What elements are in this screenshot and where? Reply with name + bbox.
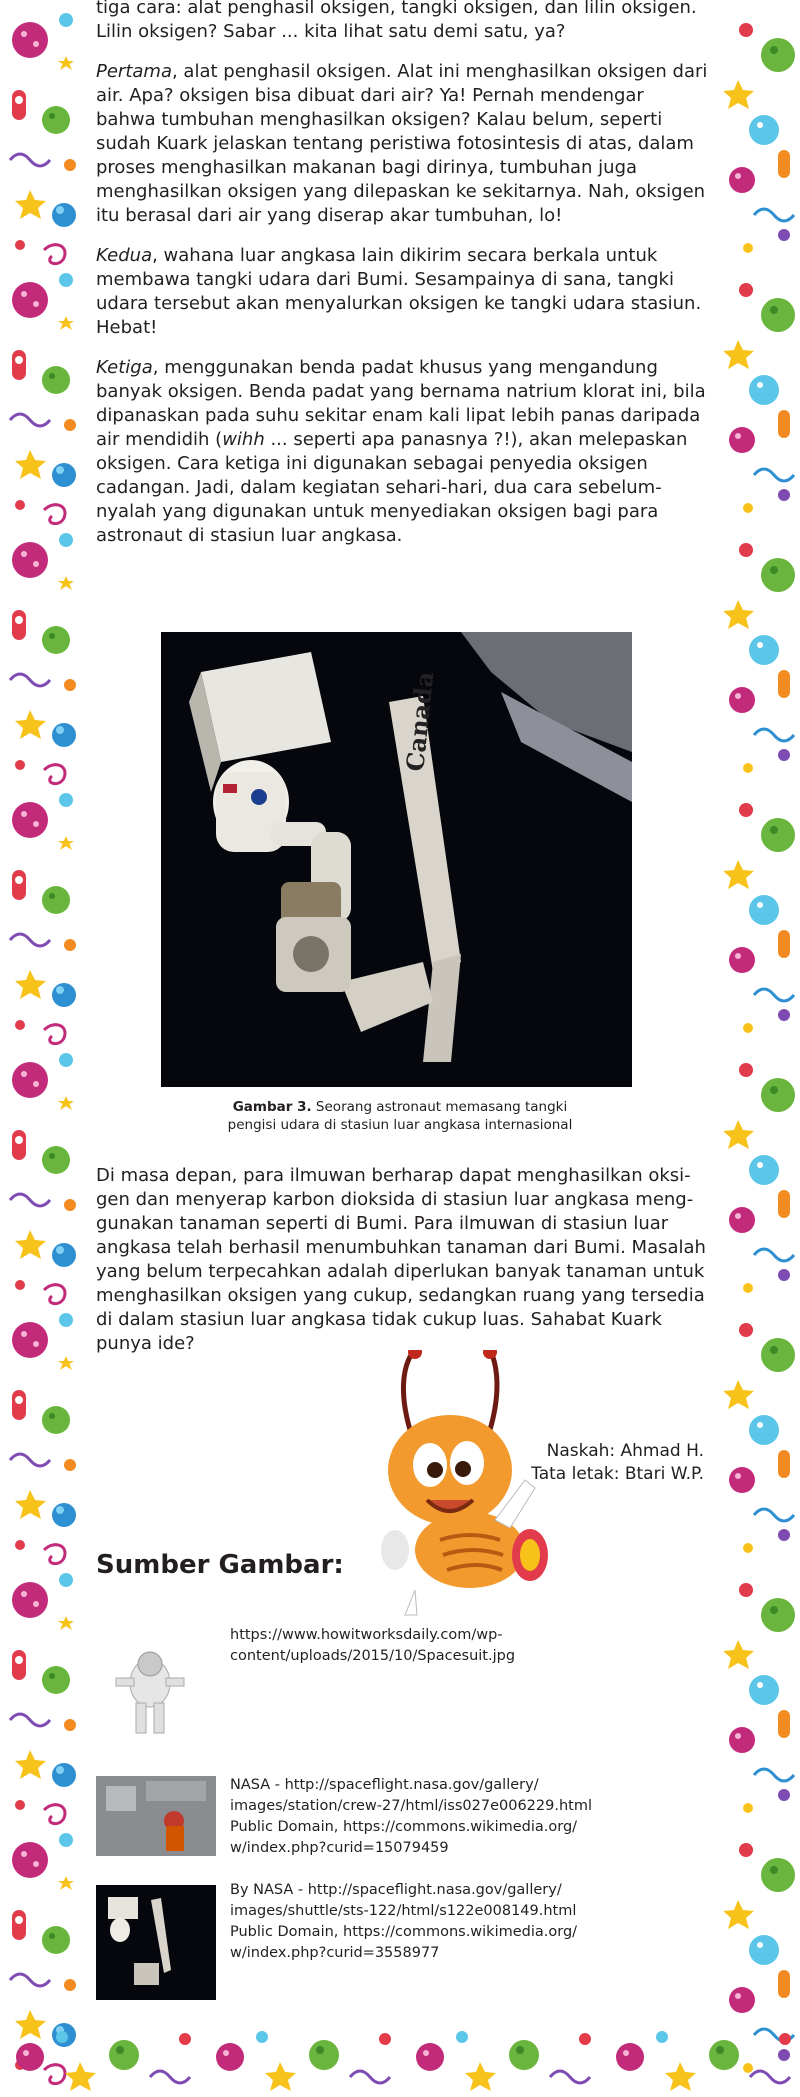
article-content — [96, 0, 708, 564]
paragraph-ketiga — [96, 356, 708, 548]
doodle-pattern-bottom — [0, 2017, 800, 2097]
source-ref-line: images/station/crew-27/html/iss027e006229.html — [230, 1798, 592, 1814]
paragraph-pertama — [96, 60, 708, 228]
paragraph-lead: Kedua — [96, 245, 153, 266]
caption-text-line2: pengisi udara di stasiun luar angkasa internasional — [227, 1117, 573, 1133]
doodle-pattern-right — [724, 0, 800, 2097]
canada-arm-label: Canada — [400, 670, 440, 773]
doodle-pattern-left — [0, 0, 86, 2097]
source-ref-3 — [230, 1880, 650, 1964]
caption-label: Gambar 3. — [232, 1099, 312, 1115]
article-credits — [531, 1440, 704, 1486]
astronaut-photo — [161, 632, 632, 1087]
intro-paragraph: tiga cara: alat penghasil oksigen, tangki oksigen, dan lilin oksigen. Lilin oksigen? Sabar ... kita lihat satu demi satu, ya? — [96, 0, 697, 42]
caption-text-line1: Seorang astronaut memasang tangki — [311, 1099, 568, 1115]
paragraph-text: ... seperti apa panasnya ?!), akan melepaskan oksigen. Cara ketiga ini digunakan sebagai penyedia oksigen cadangan. Jadi, dalam kegiatan sehari-hari, dua cara sebelum-nyalah yang digunakan untuk menyediakan oksigen bagi para astronaut di stasiun luar angkasa. — [96, 429, 688, 546]
source-ref-line: Public Domain, https://commons.wikimedia.org/ — [230, 1924, 578, 1940]
sources-heading: Sumber Gambar: — [96, 1550, 344, 1580]
source-ref-1 — [230, 1625, 650, 1667]
source-ref-line: images/shuttle/sts-122/html/s122e008149.html — [230, 1903, 577, 1919]
credit-tata-letak: Tata letak: Btari W.P. — [531, 1464, 704, 1484]
source-ref-line: By NASA - http://spaceflight.nasa.gov/gallery/ — [230, 1882, 562, 1898]
source-ref-line: content/uploads/2015/10/Spacesuit.jpg — [230, 1648, 516, 1664]
canadarm-thumbnail-image — [96, 1885, 216, 2000]
source-thumbnail-canadarm — [96, 1885, 216, 2000]
paragraph-lead: Ketiga — [96, 357, 153, 378]
source-thumbnail-iss-crew — [96, 1776, 216, 1856]
paragraph-closing: Di masa depan, para ilmuwan berharap dapat menghasilkan oksi-gen dan menyerap karbon dioksida di stasiun luar angkasa meng-gunakan tanaman seperti di Bumi. Para ilmuwan di stasiun luar angkasa telah berhasil menumbuhkan tanaman dari Bumi. Masalah yang belum terpecahkan adalah diperlukan banyak tanaman untuk menghasilkan oksigen yang cukup, sedangkan ruang yang tersedia di dalam stasiun luar angkasa tidak cukup luas. Sahabat Kuark punya ide? — [96, 1165, 706, 1354]
paragraph-lead: Pertama — [96, 61, 172, 82]
spacesuit-thumbnail-image — [96, 1628, 216, 1750]
source-thumbnail-spacesuit — [96, 1628, 216, 1750]
iss-crew-thumbnail-image — [96, 1776, 216, 1856]
space-doodle-border-left — [0, 0, 86, 2097]
paragraph-emphasis: wihh — [222, 429, 265, 450]
paragraph-text: , wahana luar angkasa lain dikirim secara berkala untuk membawa tangki udara dari Bumi. Sesampainya di sana, tangki udara tersebut akan menyalurkan oksigen ke tangki udara stasiun. Hebat! — [96, 245, 702, 338]
source-ref-line: Public Domain, https://commons.wikimedia.org/ — [230, 1819, 578, 1835]
credit-naskah: Naskah: Ahmad H. — [546, 1441, 704, 1461]
figure-caption — [96, 1098, 704, 1134]
paragraph-kedua — [96, 244, 708, 340]
source-ref-line: NASA - http://spaceflight.nasa.gov/gallery/ — [230, 1777, 539, 1793]
paragraph-text: , alat penghasil oksigen. Alat ini menghasilkan oksigen dari air. Apa? oksigen bisa dibuat dari air? Ya! Pernah mendengar bahwa tumbuhan menghasilkan oksigen? Kalau belum, seperti sudah Kuark jelaskan tentang peristiwa fotosintesis di atas, dalam proses menghasilkan makanan bagi dirinya, tumbuhan juga menghasilkan oksigen yang dilepaskan ke sekitarnya. Nah, oksigen itu berasal dari air yang diserap akar tumbuhan, lo! — [96, 61, 708, 226]
paragraph-text: , menggunakan benda padat khusus yang mengandung banyak oksigen. Benda padat yang bernama natrium klorat ini, bila dipanaskan pada suhu sekitar enam kali lipat lebih panas daripada air mendidih ( — [96, 357, 706, 450]
source-ref-line: w/index.php?curid=3558977 — [230, 1945, 440, 1961]
space-doodle-border-bottom — [0, 2017, 800, 2097]
astronaut-photo-illustration — [161, 632, 632, 1087]
space-doodle-border-right — [724, 0, 800, 2097]
source-ref-2 — [230, 1775, 650, 1859]
source-ref-line: https://www.howitworksdaily.com/wp- — [230, 1627, 503, 1643]
source-ref-line: w/index.php?curid=15079459 — [230, 1840, 449, 1856]
